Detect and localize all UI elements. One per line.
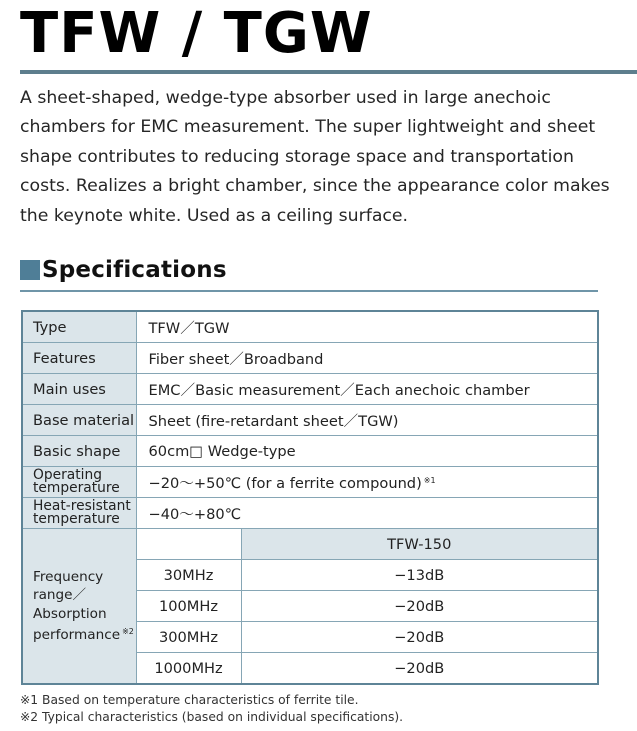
footnote-marker: ※1 (423, 475, 436, 485)
frequency-cell: 1000MHz (136, 653, 241, 685)
frequency-cell: 300MHz (136, 622, 241, 653)
heading-square-icon (20, 260, 40, 280)
table-row (22, 405, 598, 436)
frequency-cell: 100MHz (136, 591, 241, 622)
table-row (22, 529, 598, 560)
specifications-divider (20, 290, 598, 292)
row-value: Sheet (fire-retardant sheet／TGW) (136, 405, 598, 436)
row-value: EMC／Basic measurement／Each anechoic chamber (136, 374, 598, 405)
frequency-cell: 30MHz (136, 560, 241, 591)
table-row (22, 343, 598, 374)
row-label: Type (22, 311, 136, 343)
model-header: TFW-150 (241, 529, 598, 560)
operating-temperature-value: −20～+50℃ (for a ferrite compound) (148, 474, 422, 492)
row-label: Base material (22, 405, 136, 436)
footnotes (20, 692, 403, 726)
frequency-label: Frequency range／Absorption performance (33, 568, 121, 643)
row-label: Features (22, 343, 136, 374)
page-title: TFW / TGW (20, 1, 373, 66)
absorption-cell: −20dB (241, 622, 598, 653)
table-row (22, 436, 598, 467)
row-label: Basic shape (22, 436, 136, 467)
specifications-table (21, 310, 599, 685)
row-value: −40～+80℃ (136, 498, 598, 529)
product-description: A sheet-shaped, wedge-type absorber used in large anechoic chambers for EMC measurement. The super lightweight and sheet shape contributes to reducing storage space and transportation costs. Realizes a bright chamber, since the appearance color makes the keynote white. Used as a ceiling surface. (20, 88, 610, 226)
footnote-1: ※1 Based on temperature characteristics of ferrite tile. (20, 693, 359, 707)
row-label (22, 529, 136, 685)
frequency-header-blank (136, 529, 241, 560)
table-row (22, 374, 598, 405)
footnote-2: ※2 Typical characteristics (based on individual specifications). (20, 710, 404, 724)
title-divider (20, 70, 637, 74)
row-value (136, 467, 598, 498)
absorption-cell: −13dB (241, 560, 598, 591)
absorption-cell: −20dB (241, 653, 598, 685)
row-value: Fiber sheet／Broadband (136, 343, 598, 374)
specifications-heading (20, 257, 227, 283)
table-row (22, 467, 598, 498)
specifications-heading-text: Specifications (42, 257, 227, 283)
row-value: TFW／TGW (136, 311, 598, 343)
footnote-marker: ※2 (122, 627, 134, 636)
absorption-cell: −20dB (241, 591, 598, 622)
row-value: 60cm□ Wedge-type (136, 436, 598, 467)
table-row (22, 498, 598, 529)
row-label: Operating temperature (22, 467, 136, 498)
row-label: Main uses (22, 374, 136, 405)
table-row (22, 311, 598, 343)
row-label: Heat-resistant temperature (22, 498, 136, 529)
